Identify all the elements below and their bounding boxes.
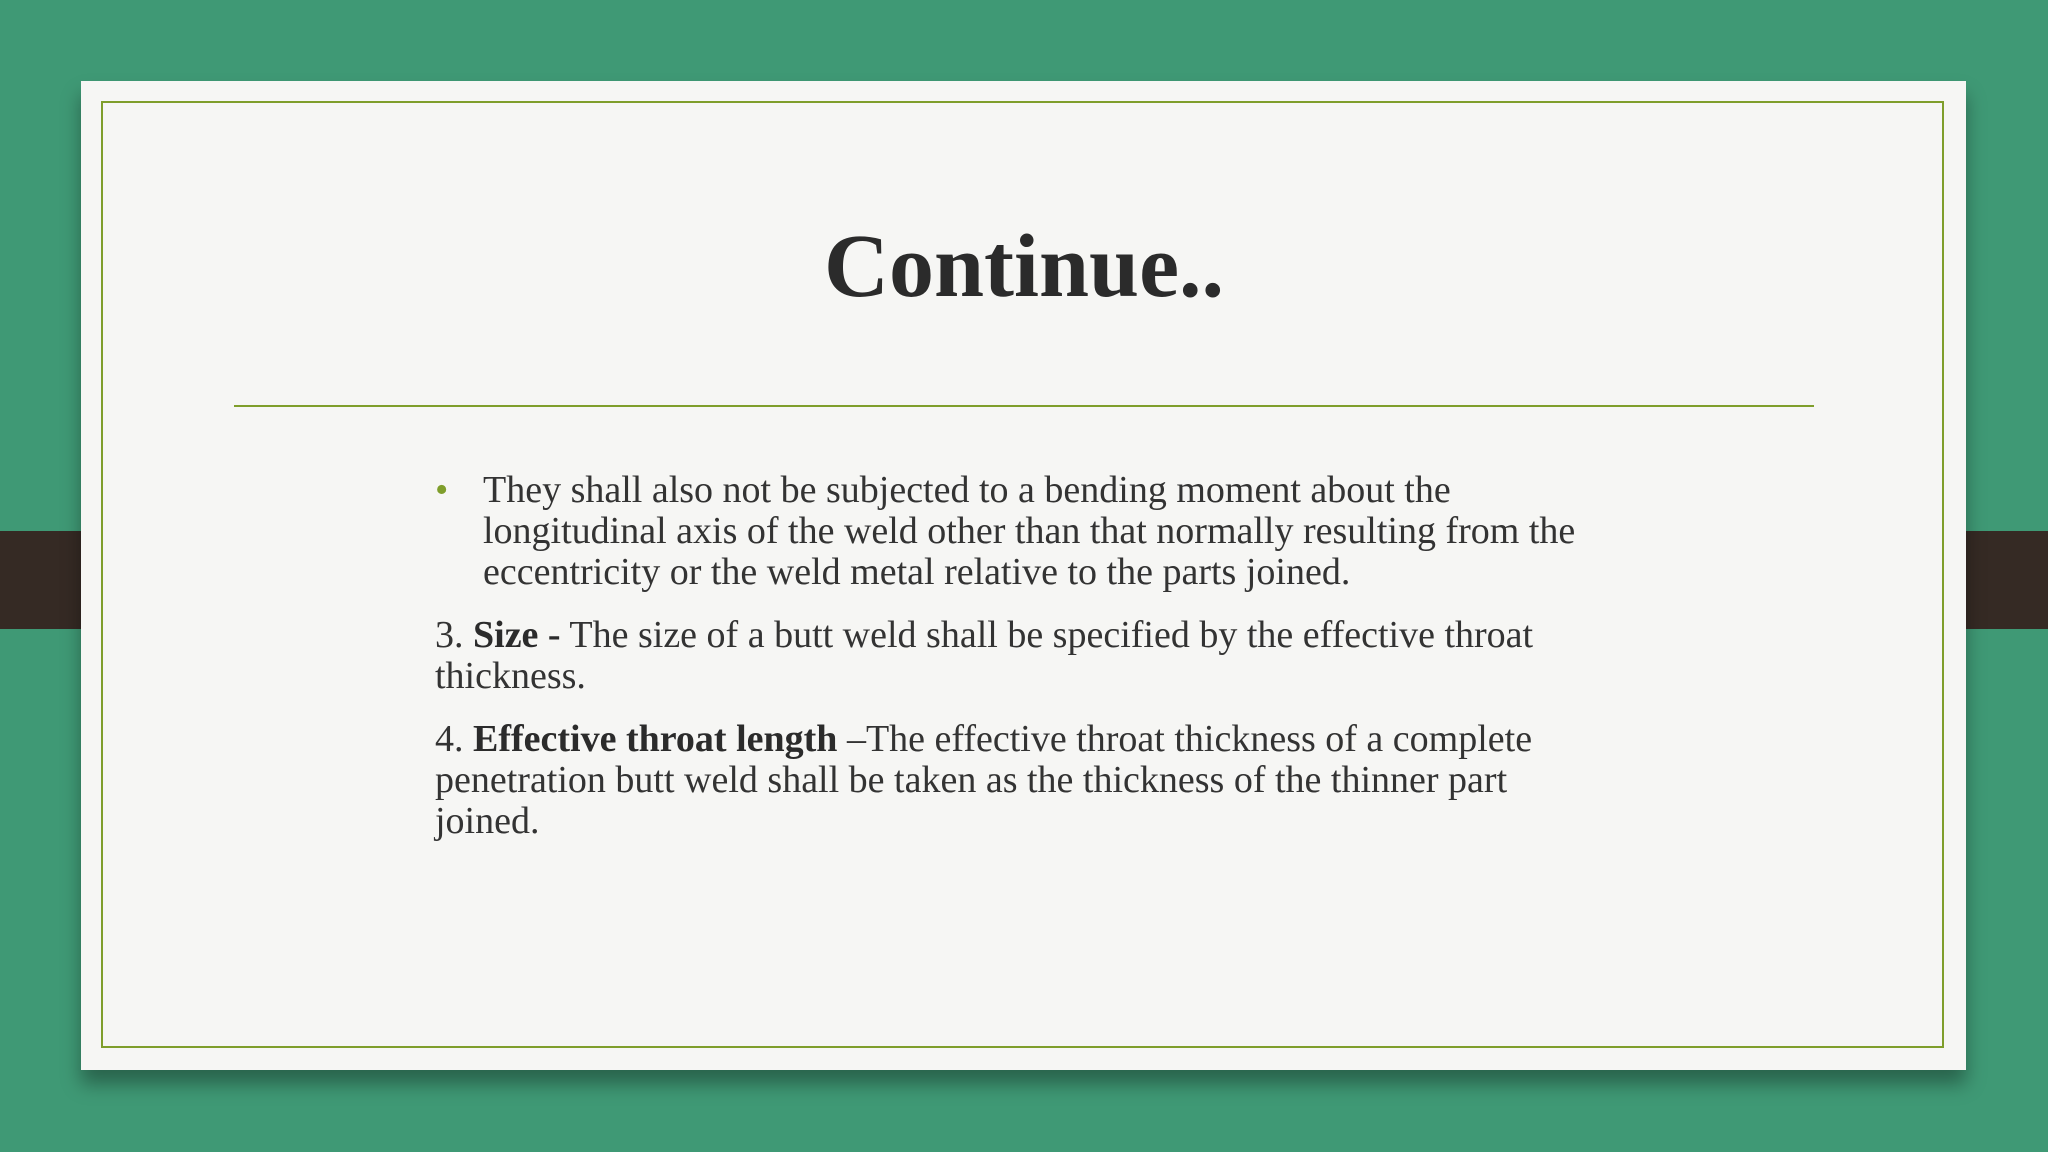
point-effective-throat-length-text: –The effective throat thickness of a complete penetration butt weld shall be taken as the thickness of the thinner part joined. [435,718,1533,842]
point-effective-throat-length-number: 4. [435,718,473,760]
point-effective-throat-length [435,719,1615,842]
point-effective-throat-length-heading: Effective throat length [473,718,838,760]
bullet-dot-icon: • [435,469,449,511]
bullet-list-item [435,470,1615,593]
bullet-text: They shall also not be subjected to a bending moment about the longitudinal axis of the weld other than that normally resulting from the eccentricity or the weld metal relative to the parts joined. [483,469,1576,593]
point-size-number: 3. [435,614,473,656]
point-size [435,615,1615,697]
slide-title: Continue.. [823,217,1225,316]
slide-content [435,470,1615,864]
title-divider [234,405,1814,407]
point-size-heading: Size - [473,614,561,656]
point-size-text: The size of a butt weld shall be specified by the effective throat thickness. [435,614,1534,697]
